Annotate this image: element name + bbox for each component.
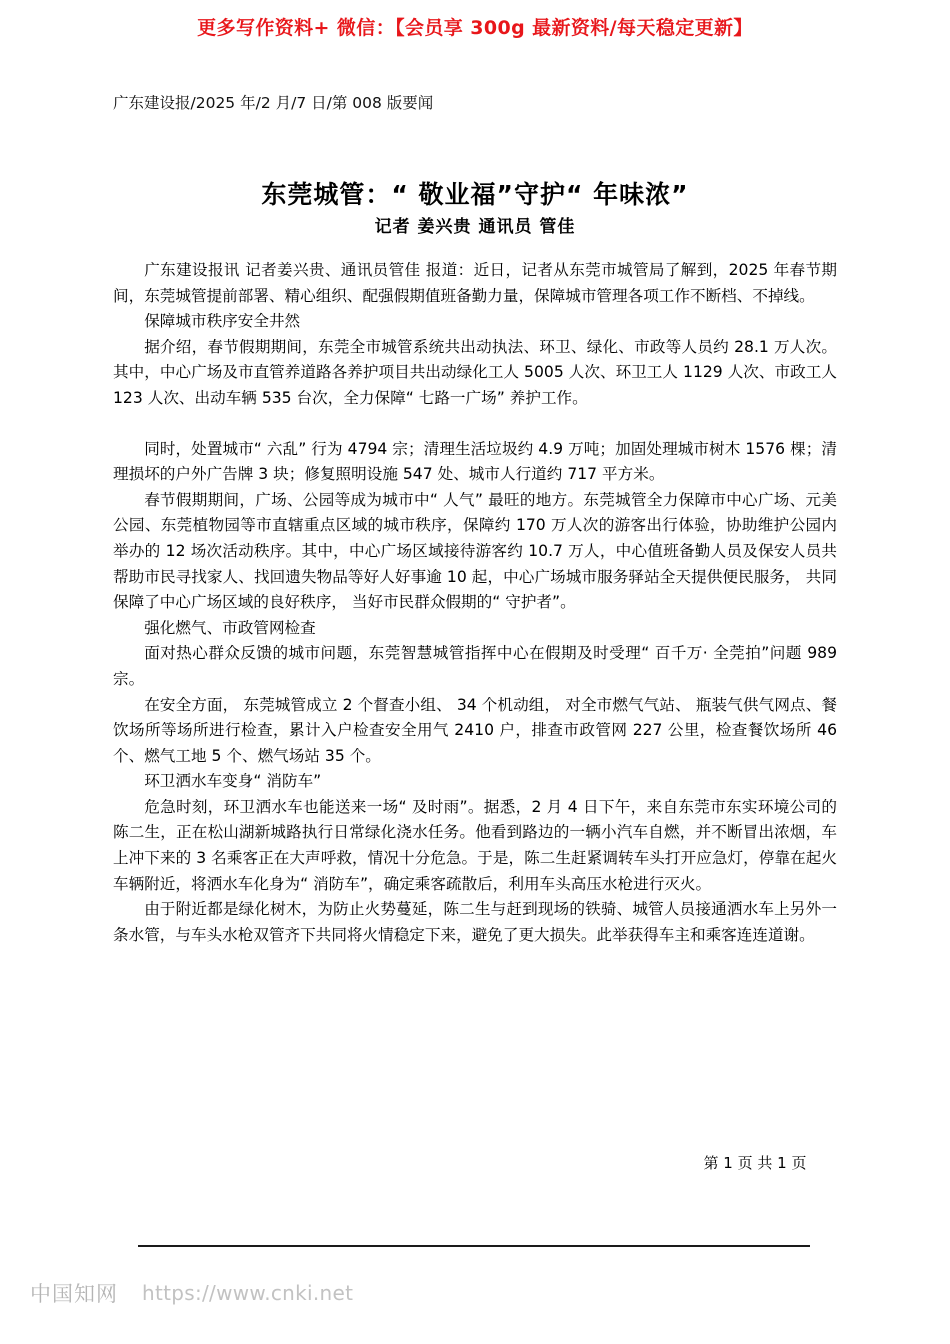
paragraph: 由于附近都是绿化树木，为防止火势蔓延，陈二生与赶到现场的铁骑、城管人员接通洒水车上另外一条水管，与车头水枪双管齐下共同将火情稳定下来，避免了更大损失。此举获得车主和乘客连连道谢。 (113, 900, 837, 944)
paragraph: 面对热心群众反馈的城市问题，东莞智慧城管指挥中心在假期及时受理“ 百千万· 全莞拍”问题 989 宗。 (113, 644, 837, 688)
section-heading: 强化燃气、市政管网检查 (144, 618, 316, 637)
paragraph: 春节假期期间，广场、公园等成为城市中“ 人气” 最旺的地方。东莞城管全力保障市中心广场、元美公园、东莞植物园等市直辖重点区域的城市秩序，保障约 170 万人次的游客出行体验，协助维护公园内举办的 12 场次活动秩序。其中，中心广场区域接待游客约 10.7 万人，中心值班备勤人员及保安人员共帮助市民寻找家人、找回遗失物品等好人好事逾 10 起，中心广场城市服务驿站全天提供便民服务， 共同保障了中心广场区域的良好秩序， 当好市民群众假期的“ 守护者”。 (113, 490, 837, 612)
page-title: 东莞城管：“ 敬业福”守护“ 年味浓” (261, 179, 689, 209)
section-heading: 环卫洒水车变身“ 消防车” (144, 772, 322, 791)
paragraph: 在安全方面， 东莞城管成立 2 个督查小组、 34 个机动组， 对全市燃气气站、 瓶装气供气网点、餐饮场所等场所进行检查，累计入户检查安全用气 2410 户，排查市政管网 227 公里，检查餐饮场所 46 个、燃气工地 5 个、燃气场站 35 个。 (113, 695, 837, 765)
article-body (113, 258, 837, 948)
cnki-url-text: https://www.cnki.net (142, 1281, 354, 1305)
article-byline: 记者 姜兴贵 通讯员 管佳 (374, 217, 576, 237)
cnki-logo-icon: 中国知网 (30, 1282, 118, 1306)
publication-source-line: 广东建设报/2025 年/2 月/7 日/第 008 版要闻 (113, 94, 434, 112)
footer-divider (138, 1245, 810, 1247)
paragraph: 危急时刻，环卫洒水车也能送来一场“ 及时雨”。据悉，2 月 4 日下午，来自东莞市东实环境公司的陈二生，正在松山湖新城路执行日常绿化浇水任务。他看到路边的一辆小汽车自燃，并不断冒出浓烟，车上冲下来的 3 名乘客正在大声呼救，情况十分危急。于是，陈二生赶紧调转车头打开应急灯，停靠在起火车辆附近，将洒水车化身为“ 消防车”，确定乘客疏散后，利用车头高压水枪进行灭火。 (113, 797, 837, 893)
promo-banner: 更多写作资料+ 微信：【会员享 300g 最新资料/每天稳定更新】 (197, 17, 753, 39)
cnki-watermark (30, 1278, 353, 1308)
paragraph: 据介绍，春节假期期间，东莞全市城管系统共出动执法、环卫、绿化、市政等人员约 28.1 万人次。其中，中心广场及市直管养道路各养护项目共出动绿化工人 5005 人次、环卫工人 1129 人次、市政工人 123 人次、出动车辆 535 台次，全力保障“ 七路一广场” 养护工作。 (113, 337, 837, 407)
paragraph: 同时，处置城市“ 六乱” 行为 4794 宗；清理生活垃圾约 4.9 万吨；加固处理城市树木 1576 棵；清理损坏的户外广告牌 3 块；修复照明设施 547 处、城市人行道约 717 平方米。 (113, 439, 837, 484)
section-heading: 保障城市秩序安全井然 (144, 312, 301, 331)
page-number-indicator: 第 1 页 共 1 页 (703, 1154, 807, 1172)
paragraph: 广东建设报讯 记者姜兴贵、通讯员管佳 报道：近日，记者从东莞市城管局了解到，2025 年春节期间，东莞城管提前部署、精心组织、配强假期值班备勤力量，保障城市管理各项工作不断档、不掉线。 (113, 261, 837, 305)
